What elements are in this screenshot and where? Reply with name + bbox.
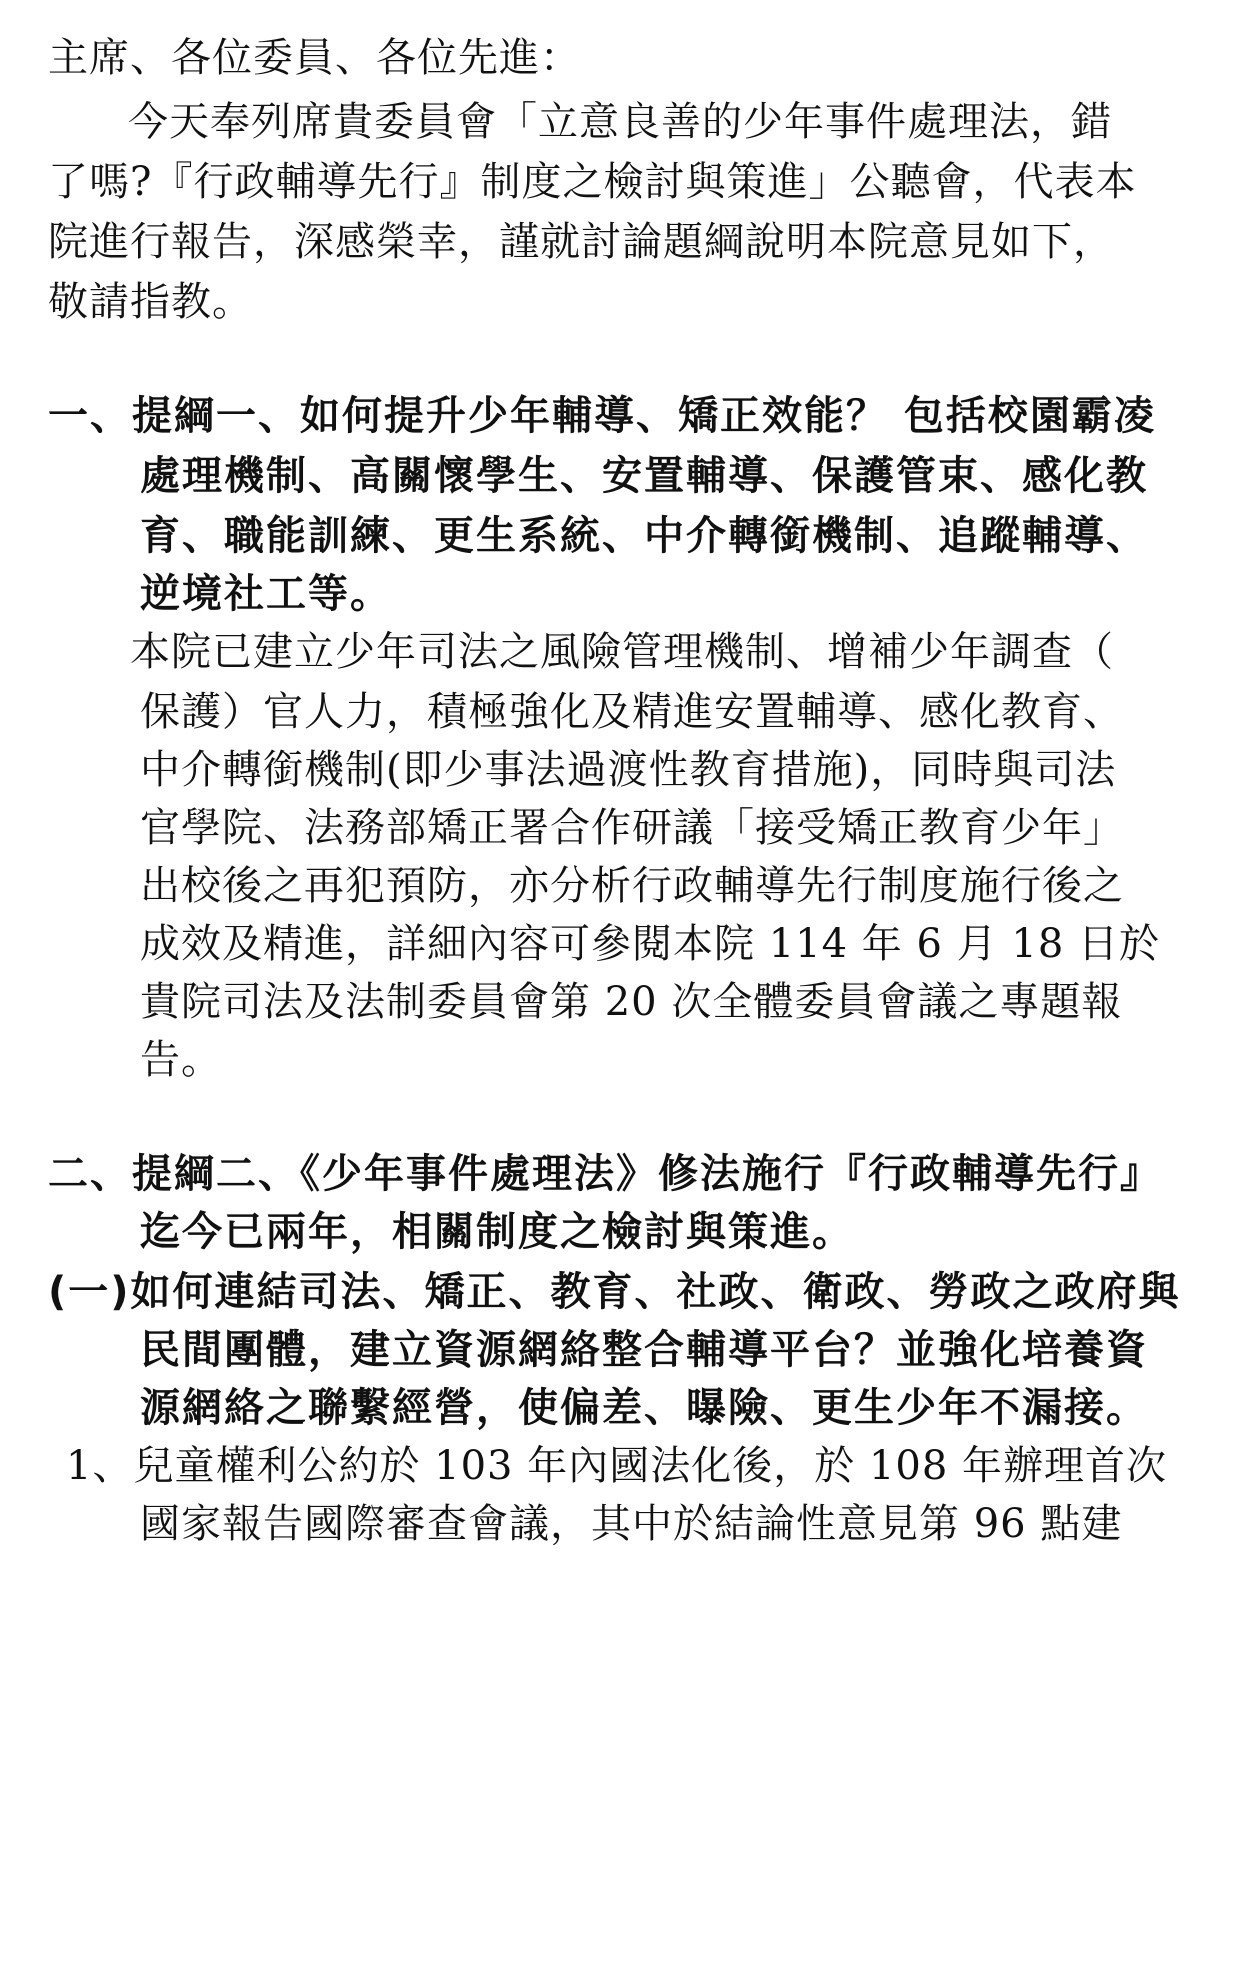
section1-body-line: 出校後之再犯預防，亦分析行政輔導先行制度施行後之 <box>140 863 1124 909</box>
section1-body-line: 成效及精進，詳細內容可參閱本院 114 年 6 月 18 日於 <box>140 921 1160 967</box>
section1-body-line: 中介轉銜機制(即少事法過渡性教育措施)，同時與司法 <box>140 747 1117 793</box>
numbered-item-line: 國家報告國際審查會議，其中於結論性意見第 96 點建 <box>140 1501 1123 1547</box>
subsection-heading: 民間團體，建立資源網絡整合輔導平台？並強化培養資 <box>140 1327 1148 1373</box>
section1-body-line: 保護）官人力，積極強化及精進安置輔導、感化教育、 <box>140 689 1124 735</box>
numbered-item-line: 1、兒童權利公約於 103 年內國法化後，於 108 年辦理首次 <box>66 1443 1168 1489</box>
section2-heading: 二、提綱二、《少年事件處理法》修法施行『行政輔導先行』 <box>48 1151 1162 1197</box>
section1-body-line: 官學院、法務部矯正署合作研議「接受矯正教育少年」 <box>140 805 1124 851</box>
subsection-heading: 源網絡之聯繫經營，使偏差、曝險、更生少年不漏接。 <box>140 1385 1148 1431</box>
section1-heading: 一、提綱一、如何提升少年輔導、矯正效能？ 包括校園霸凌 <box>48 393 1156 439</box>
section1-heading: 逆境社工等。 <box>140 571 392 617</box>
intro-line: 了嗎?『行政輔導先行』制度之檢討與策進」公聽會，代表本 <box>48 159 1137 205</box>
subsection-heading: (一)如何連結司法、矯正、教育、社政、衛政、勞政之政府與 <box>48 1269 1181 1315</box>
section1-heading: 處理機制、高關懷學生、安置輔導、保護管束、感化教 <box>140 453 1148 499</box>
section2-heading: 迄今已兩年，相關制度之檢討與策進。 <box>140 1209 854 1255</box>
section1-body-line: 告。 <box>140 1037 222 1083</box>
intro-line: 今天奉列席貴委員會「立意良善的少年事件處理法，錯 <box>128 99 1112 145</box>
section1-body-line: 貴院司法及法制委員會第 20 次全體委員會議之專題報 <box>140 979 1123 1025</box>
salutation: 主席、各位委員、各位先進： <box>48 35 581 81</box>
section1-heading: 育、職能訓練、更生系統、中介轉銜機制、追蹤輔導、 <box>140 513 1148 559</box>
intro-line: 敬請指教。 <box>48 279 253 325</box>
section1-body-line: 本院已建立少年司法之風險管理機制、增補少年調查（ <box>130 629 1114 675</box>
intro-line: 院進行報告，深感榮幸，謹就討論題綱說明本院意見如下， <box>48 219 1114 265</box>
